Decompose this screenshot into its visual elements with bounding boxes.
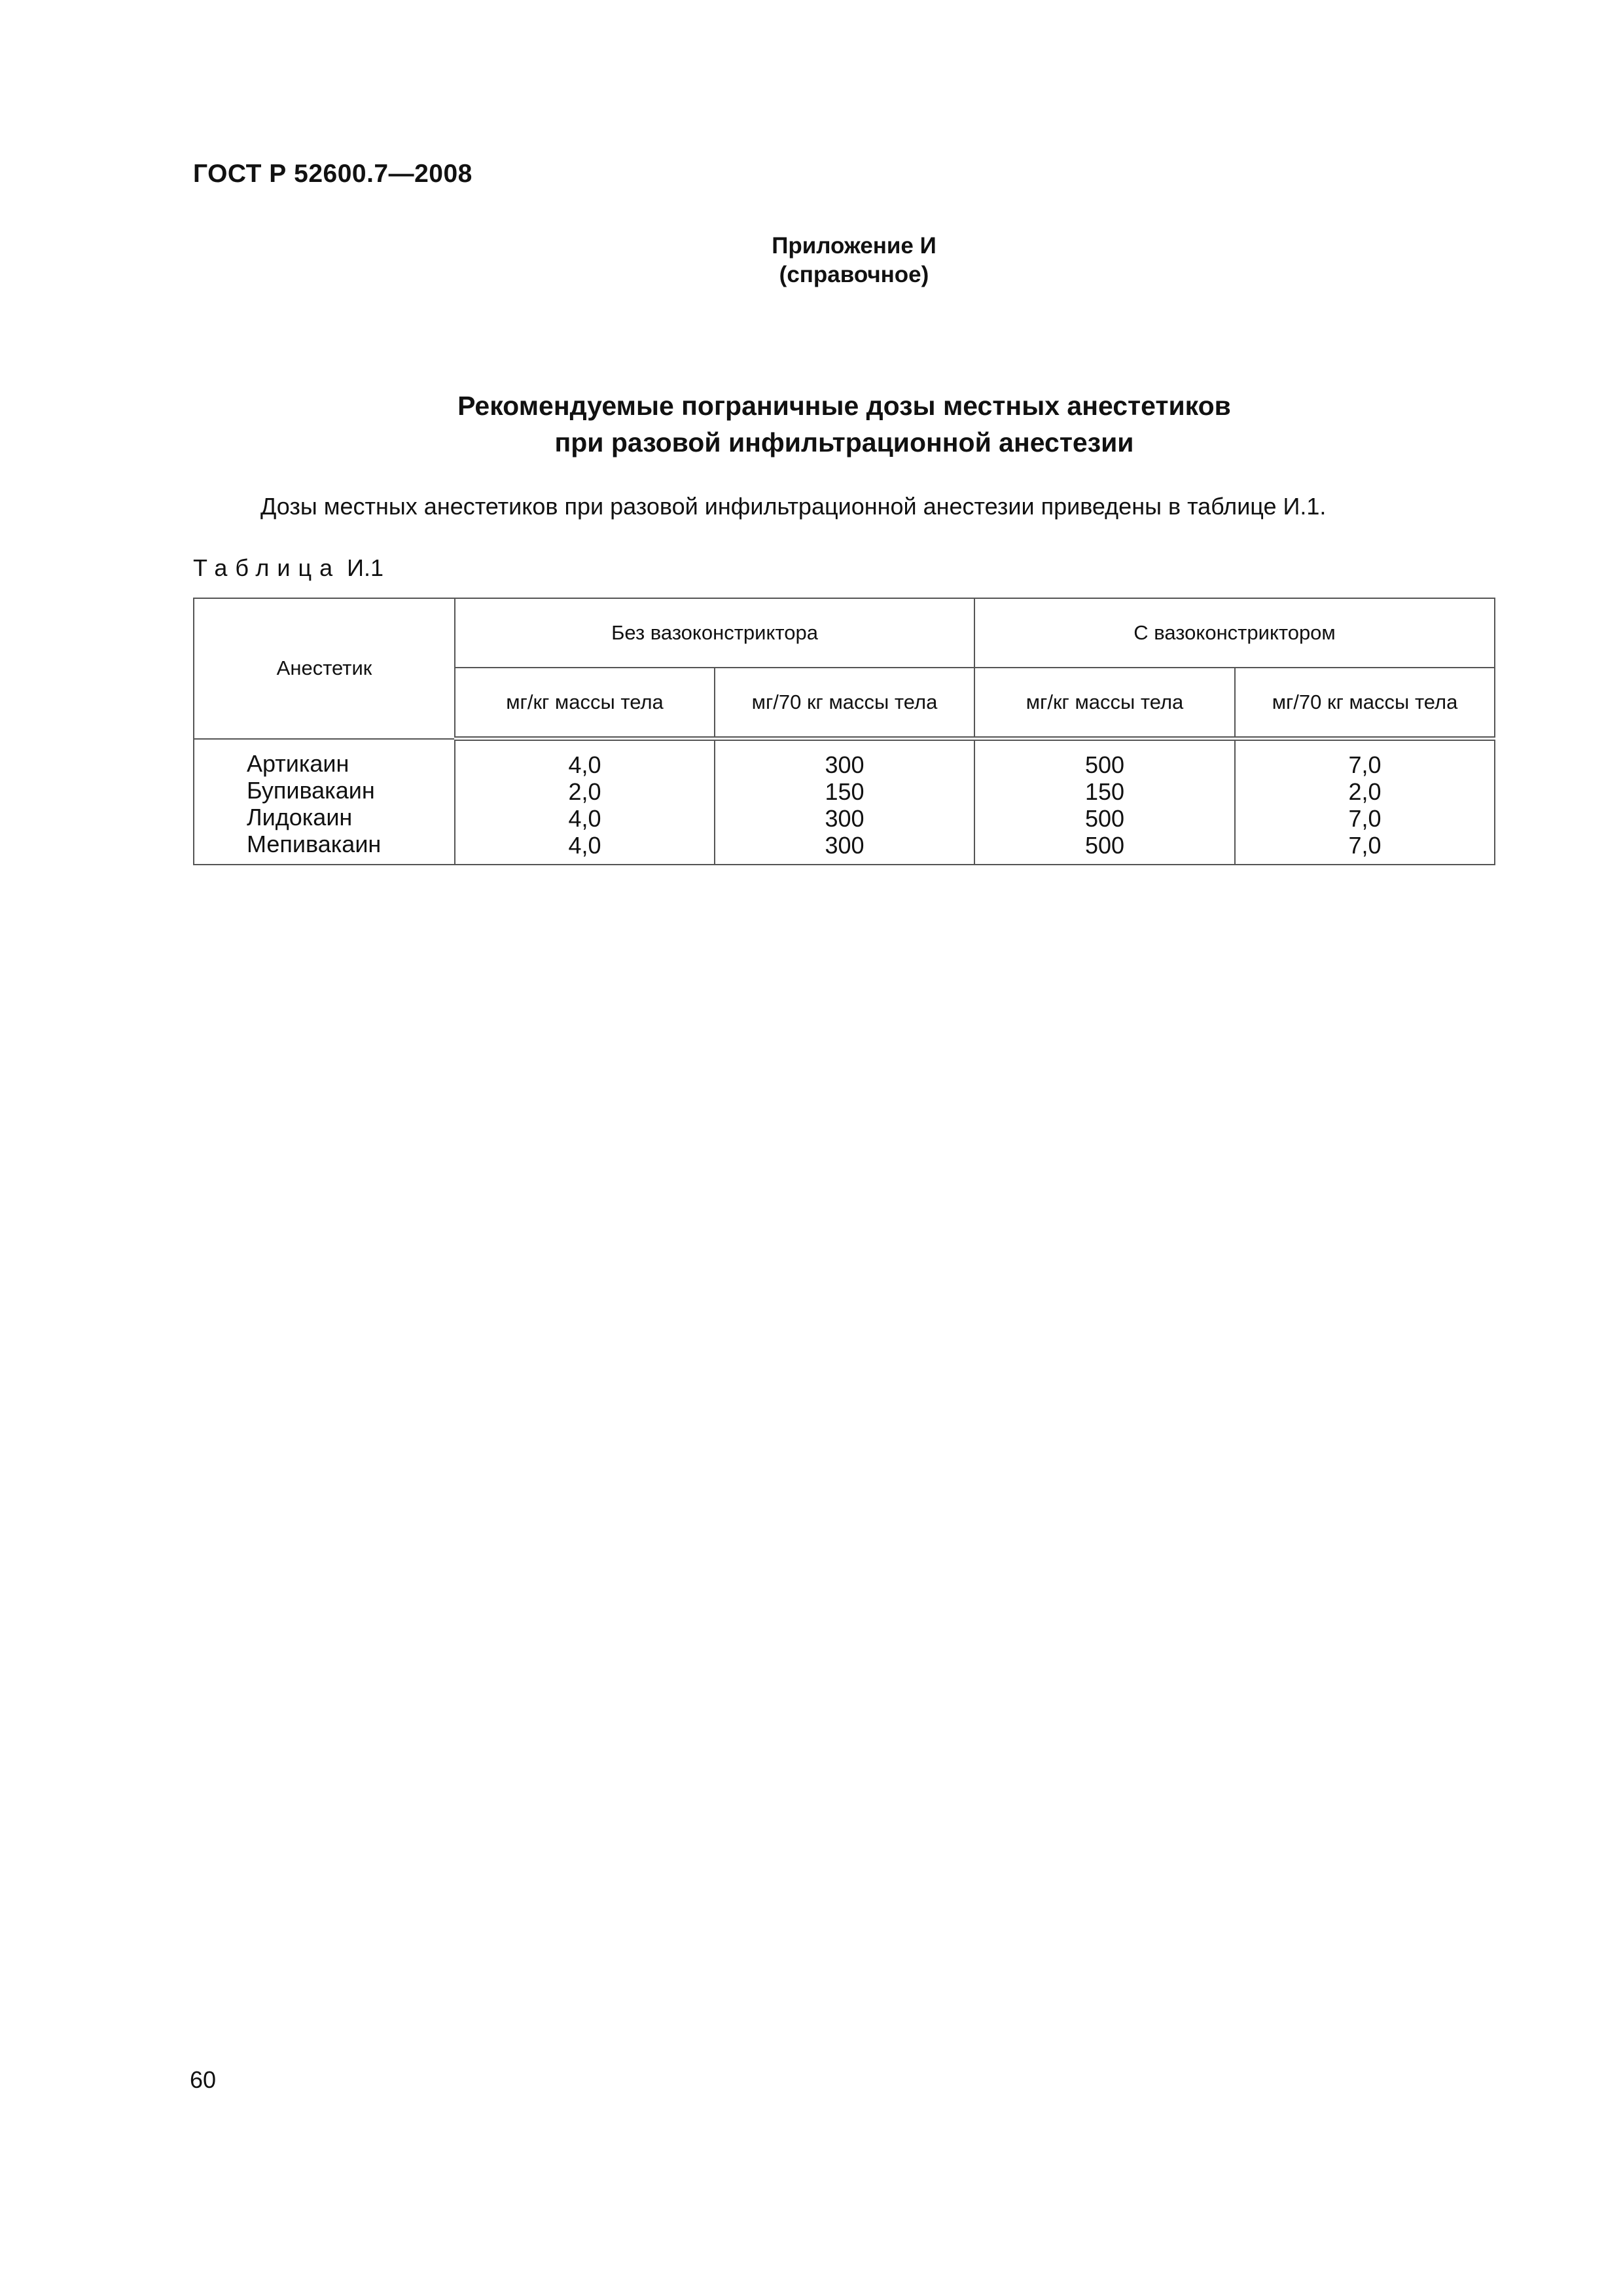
table-caption-number: И.1 [347, 554, 384, 581]
dose-value: 4,0 [568, 805, 601, 832]
dose-value: 500 [1084, 832, 1125, 859]
dose-value: 4,0 [568, 751, 601, 778]
header-anesthetic: Анестетик [194, 598, 455, 739]
table-caption [193, 554, 383, 582]
dose-value: 7,0 [1348, 751, 1382, 778]
table-caption-word: Таблица [193, 554, 341, 581]
dose-value: 300 [825, 805, 865, 832]
anesthetic-name: Бупивакаин [247, 776, 375, 804]
with-mg-per-70kg-cell [1235, 739, 1495, 865]
dose-value: 150 [1084, 778, 1125, 805]
subheader-mg-per-kg: мг/кг массы тела [455, 668, 715, 739]
document-code: ГОСТ Р 52600.7—2008 [193, 160, 473, 188]
dose-value: 4,0 [568, 832, 601, 859]
page-number: 60 [190, 2066, 217, 2093]
anesthetic-name: Артикаин [247, 749, 349, 777]
anesthetic-name: Лидокаин [247, 803, 353, 831]
dose-value: 7,0 [1348, 805, 1382, 832]
dose-value: 2,0 [568, 778, 601, 805]
appendix-heading [713, 232, 995, 289]
appendix-name: Приложение И [772, 233, 936, 259]
dose-value: 2,0 [1348, 778, 1382, 805]
dose-value: 7,0 [1348, 832, 1382, 859]
section-title-line-2: при разовой инфильтрационной анестезии [554, 427, 1134, 457]
dose-value: 300 [825, 751, 865, 778]
header-with-vasoconstrictor: С вазоконстриктором [974, 598, 1495, 668]
dose-value: 300 [825, 832, 865, 859]
without-mg-per-70kg-cell [715, 739, 974, 865]
dose-value: 150 [825, 778, 865, 805]
section-title [386, 387, 1302, 461]
header-without-vasoconstrictor: Без вазоконстриктора [455, 598, 974, 668]
dose-value: 500 [1084, 805, 1125, 832]
anesthetic-names-cell [194, 739, 455, 865]
table-body-row [194, 739, 1495, 865]
subheader-mg-per-70kg: мг/70 кг массы тела [715, 668, 974, 739]
without-mg-per-kg-cell [455, 739, 715, 865]
subheader-mg-per-kg: мг/кг массы тела [974, 668, 1235, 739]
section-title-line-1: Рекомендуемые пограничные дозы местных анестетиков [457, 391, 1231, 421]
anesthetic-name: Мепивакаин [247, 830, 382, 857]
dose-value: 500 [1084, 751, 1125, 778]
dose-table [193, 598, 1495, 865]
appendix-type: (справочное) [779, 262, 929, 287]
with-mg-per-kg-cell [974, 739, 1235, 865]
intro-paragraph: Дозы местных анестетиков при разовой инфильтрационной анестезии приведены в таблице И.1. [260, 493, 1327, 520]
subheader-mg-per-70kg: мг/70 кг массы тела [1235, 668, 1495, 739]
